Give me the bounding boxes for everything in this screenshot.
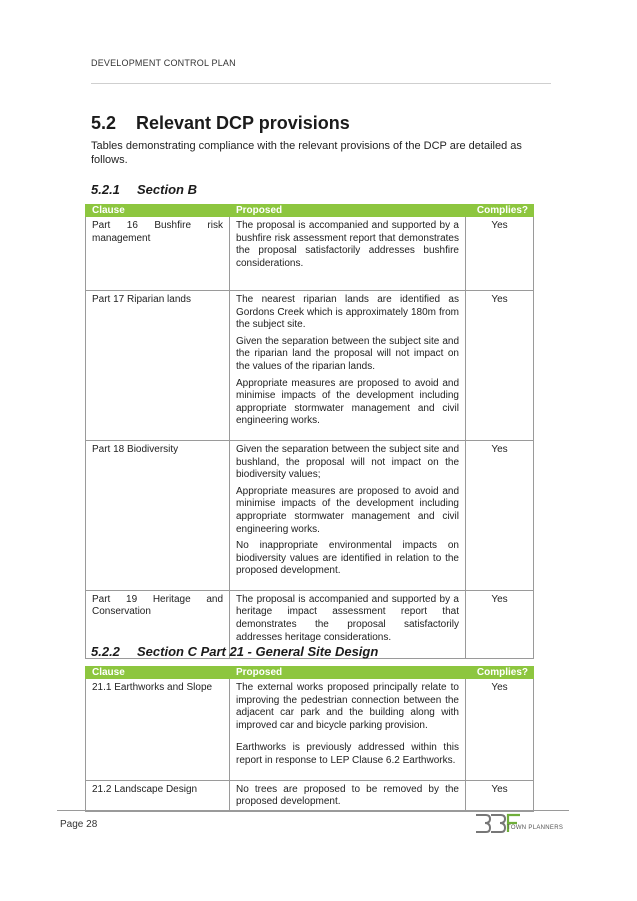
proposed-cell <box>230 679 466 781</box>
header-clause: Clause <box>86 205 230 217</box>
table-header-row <box>86 205 534 217</box>
section-title: Relevant DCP provisions <box>136 113 350 133</box>
proposed-cell <box>230 780 466 811</box>
header-complies: Complies? <box>466 667 534 679</box>
clause-cell: Part 18 Biodiversity <box>86 440 230 590</box>
table-row <box>86 440 534 590</box>
header-complies: Complies? <box>466 205 534 217</box>
clause-cell: Part 17 Riparian lands <box>86 291 230 441</box>
table-row <box>86 217 534 291</box>
subsection-number: 5.2.2 <box>91 644 120 659</box>
proposed-text: Given the separation between the subject site and bushland, the proposal will not impact on the biodiversity values; <box>236 443 459 481</box>
proposed-cell <box>230 217 466 291</box>
subsection-title: Section B <box>137 182 197 197</box>
section-intro: Tables demonstrating compliance with the relevant provisions of the DCP are detailed as follows. <box>91 140 522 166</box>
running-header: DEVELOPMENT CONTROL PLAN <box>91 58 236 68</box>
clause-cell: 21.1 Earthworks and Slope <box>86 679 230 781</box>
subsection-title: Section C Part 21 - General Site Design <box>137 644 379 659</box>
complies-cell: Yes <box>466 440 534 590</box>
section-number: 5.2 <box>91 113 117 133</box>
complies-cell: Yes <box>466 590 534 658</box>
logo-three-2 <box>491 815 505 832</box>
subsection-heading-b <box>91 182 197 197</box>
complies-cell: Yes <box>466 291 534 441</box>
table-header-row <box>86 667 534 679</box>
proposed-text: Earthworks is previously addressed within this report in response to LEP Clause 6.2 Earthworks. <box>236 742 459 766</box>
proposed-text: The external works proposed principally relate to improving the pedestrian connection between the adjacent car park and the building along with improved car and bicycle parking provision. <box>236 682 459 731</box>
header-proposed: Proposed <box>230 205 466 217</box>
header-proposed: Proposed <box>230 667 466 679</box>
proposed-text: The proposal is accompanied and supported by a heritage impact assessment report that demonstrates the proposal satisfactorily addresses heritage considerations. <box>236 593 459 643</box>
section-heading <box>91 113 350 134</box>
header-clause: Clause <box>86 667 230 679</box>
header-divider <box>91 83 551 84</box>
table-row <box>86 291 534 441</box>
table-row <box>86 679 534 781</box>
clause-cell: Part 19 Heritage and Conservation <box>86 590 230 658</box>
table-row <box>86 780 534 811</box>
proposed-text: Appropriate measures are proposed to avoid and minimise impacts of the development including appropriate stormwater management and civil engineering works. <box>236 485 459 535</box>
proposed-text: No inappropriate environmental impacts on biodiversity values are identified in relation to the proposed development. <box>236 540 459 577</box>
subsection-number: 5.2.1 <box>91 182 120 197</box>
proposed-text: Appropriate measures are proposed to avoid and minimise impacts of the development including appropriate stormwater management and civil engineering works. <box>236 377 459 427</box>
section-c-table <box>85 666 534 812</box>
clause-cell: Part 16 Bushfire risk management <box>86 217 230 291</box>
proposed-cell <box>230 291 466 441</box>
complies-cell: Yes <box>466 217 534 291</box>
complies-cell: Yes <box>466 679 534 781</box>
proposed-text: The nearest riparian lands are identified as Gordons Creek which is approximately 180m from the subject site. <box>236 294 459 331</box>
logo-text: TOWN PLANNERS <box>507 825 564 831</box>
subsection-heading-c <box>91 644 378 659</box>
logo-three-1 <box>476 815 490 832</box>
clause-cell: 21.2 Landscape Design <box>86 780 230 811</box>
proposed-text: The proposal is accompanied and supported by a bushfire risk assessment report that demonstrates the proposal satisfactorily addresses bushfire considerations. <box>236 220 459 269</box>
complies-cell: Yes <box>466 780 534 811</box>
section-b-table <box>85 204 534 659</box>
page-number: Page 28 <box>60 819 98 830</box>
proposed-text: No trees are proposed to be removed by the proposed development. <box>236 783 459 808</box>
proposed-text: Given the separation between the subject site and the riparian land the proposal will not impact on the values of the riparian lands. <box>236 335 459 372</box>
proposed-cell <box>230 440 466 590</box>
